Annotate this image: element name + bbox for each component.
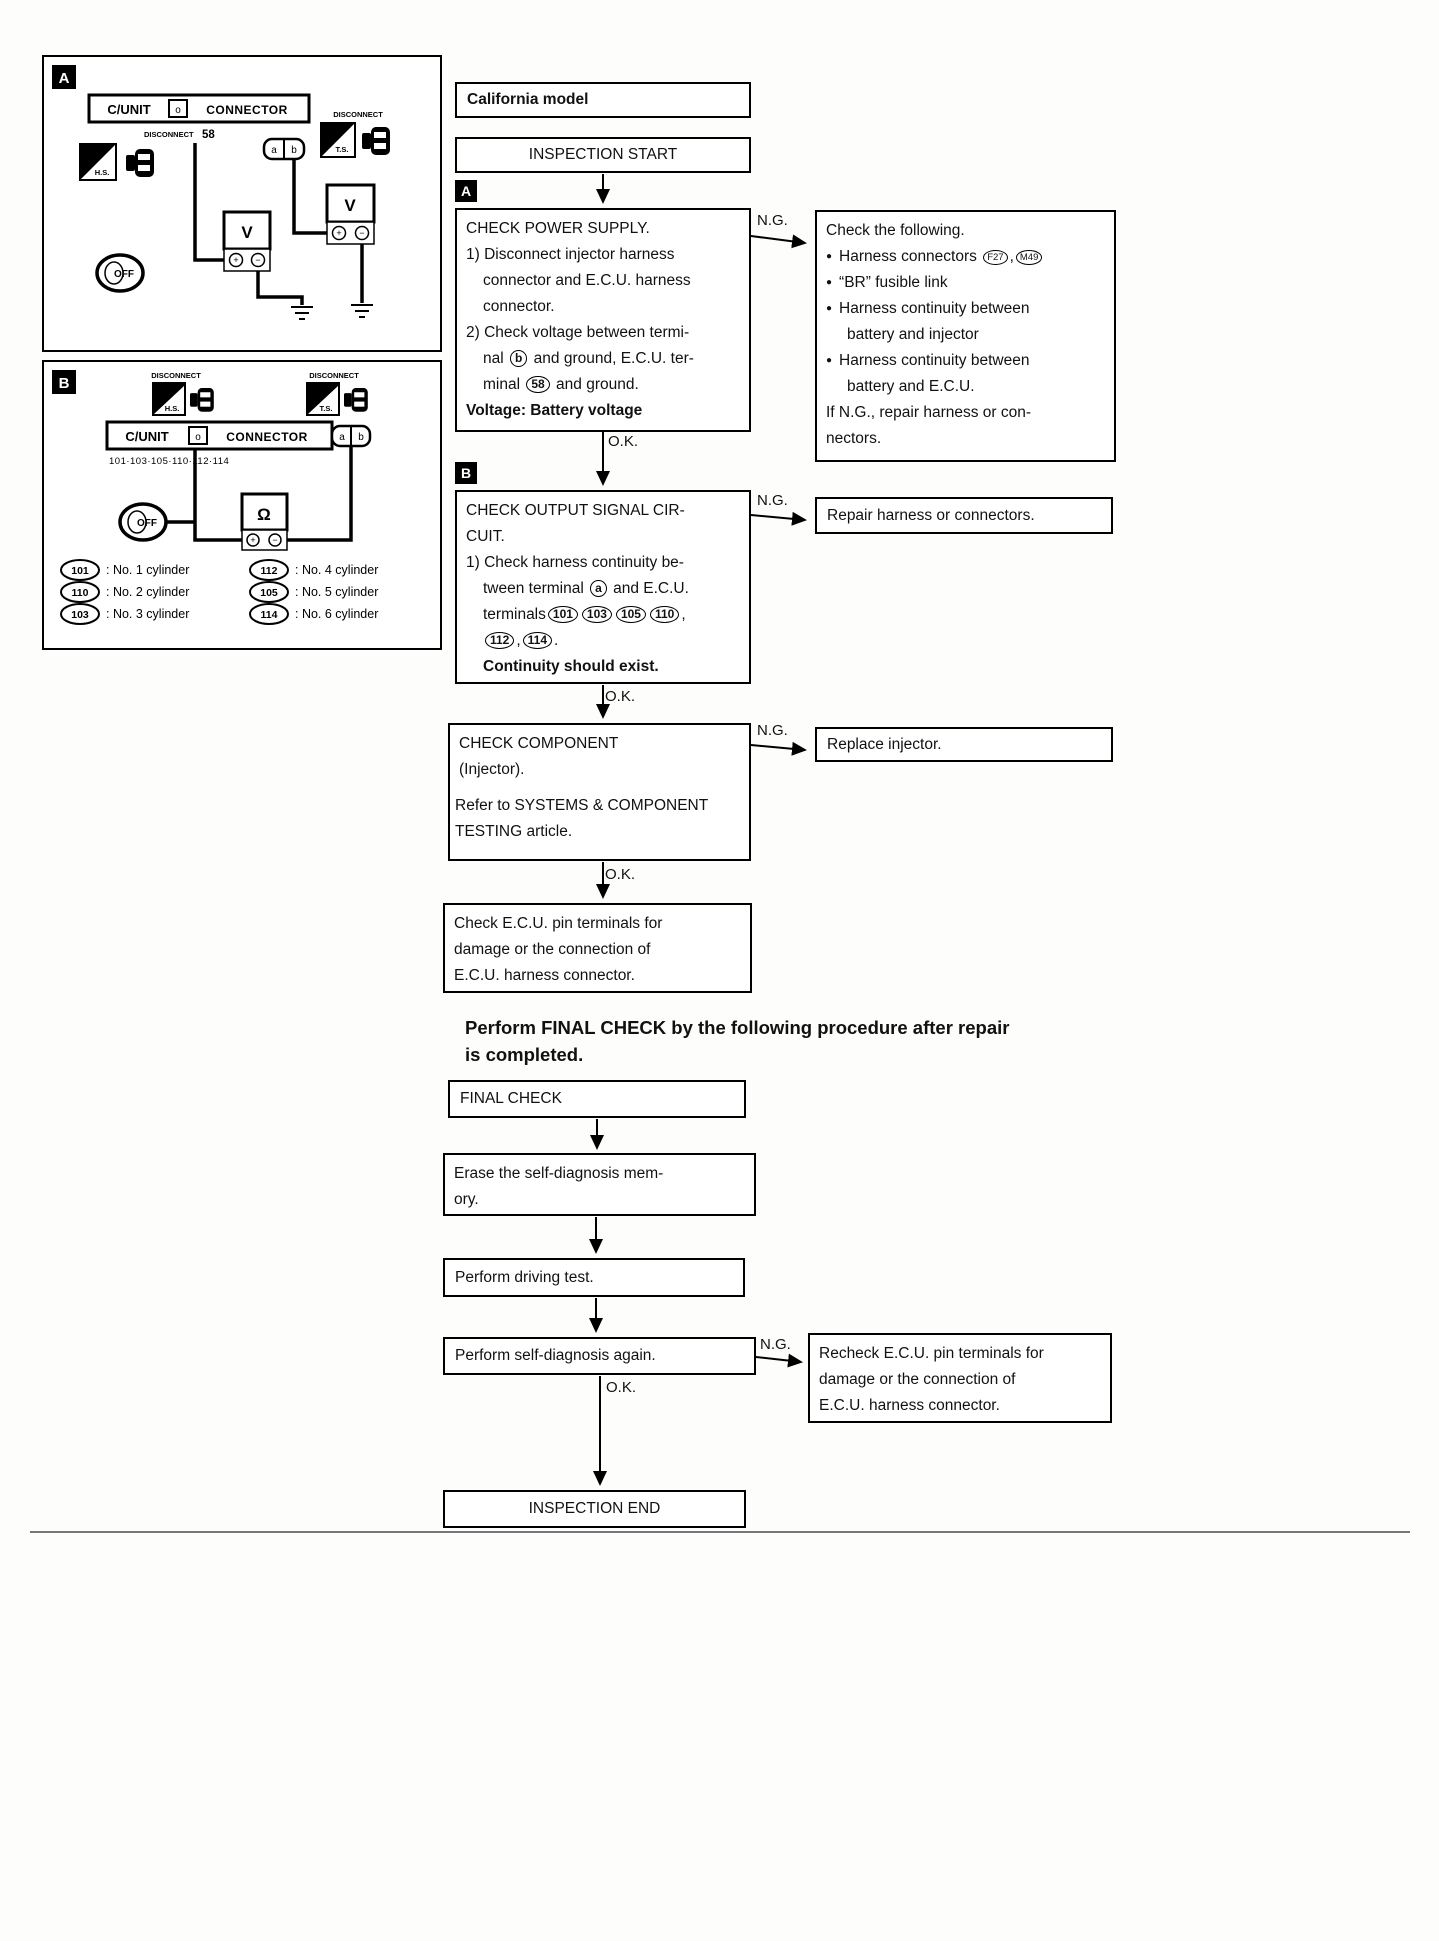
disconnect-label: DISCONNECT (333, 110, 383, 119)
svg-text:C/UNIT: C/UNIT (107, 102, 151, 117)
text-line: Check E.C.U. pin terminals for (454, 915, 663, 932)
terminal-103-pill: 103 (582, 606, 612, 623)
inspection-end-label: INSPECTION END (528, 1500, 661, 1517)
voltmeter-right (327, 185, 374, 244)
svg-text:: No. 5 cylinder: : No. 5 cylinder (295, 585, 379, 599)
california-model-label: California model (467, 91, 589, 108)
svg-text:+: + (233, 255, 239, 265)
box-erase-memory (443, 1153, 756, 1216)
text-line: E.C.U. harness connector. (819, 1397, 1000, 1414)
text-line: terminals 101 103 105 110 , (483, 606, 686, 623)
box-self-diagnosis (443, 1337, 756, 1375)
text-line: ory. (454, 1191, 479, 1208)
svg-text:103: 103 (71, 609, 89, 621)
replace-injector-label: Replace injector. (827, 735, 942, 753)
ok-label: O.K. (605, 866, 636, 883)
ng-label: N.G. (760, 1336, 791, 1353)
figure-a-tag (52, 65, 76, 89)
text-line: Perform FINAL CHECK by the following procedure after repair (465, 1017, 1010, 1038)
final-check-heading (465, 1014, 1155, 1068)
figure-b (42, 360, 442, 650)
text-line: ● “BR” fusible link (826, 270, 1105, 296)
text-line: 1) Check harness continuity be- (466, 554, 684, 571)
repair-harness-label: Repair harness or connectors. (827, 506, 1035, 524)
text-line: nal b and ground, E.C.U. ter- (483, 350, 694, 367)
text-line: nectors. (826, 430, 882, 447)
svg-text:H.S.: H.S. (164, 404, 180, 413)
terminal-58-label: 58 (202, 129, 215, 141)
injector-off-connector-icon (97, 255, 143, 291)
connector-plug-icon (362, 127, 390, 155)
hs-disconnect-icon (152, 382, 186, 416)
wire-ab-to-ohmmeter (281, 446, 351, 540)
text-line: damage or the connection of (454, 941, 651, 958)
arrow-output-ng (751, 515, 805, 520)
text-line: CHECK POWER SUPPLY. (466, 220, 650, 237)
connector-plug-icon (126, 149, 154, 177)
ab-terminal-connector (332, 426, 370, 446)
text-line: Continuity should exist. (483, 658, 659, 675)
text-line: Recheck E.C.U. pin terminals for (819, 1345, 1044, 1362)
text-line: battery and injector (847, 326, 979, 343)
box-check-power-supply (455, 208, 751, 432)
ng-label: N.G. (757, 212, 788, 229)
text-line: ● Harness connectors F27 , M49 (826, 244, 1105, 270)
text-line: minal 58 and ground. (483, 376, 639, 393)
step-tag-a: A (455, 180, 477, 202)
text-line: CHECK COMPONENT (459, 735, 619, 752)
figure-b-tag-letter: B (58, 375, 70, 392)
connector-m49-pill: M49 (1016, 250, 1042, 265)
text-line: If N.G., repair harness or con- (826, 404, 1032, 421)
ts-disconnect-icon (306, 382, 340, 416)
terminal-b-pill: b (510, 350, 527, 367)
figure-a-diagram (44, 57, 439, 349)
figure-a-tag-letter: A (58, 70, 70, 87)
svg-text:−: − (255, 255, 261, 265)
cylinder-legend (61, 560, 378, 624)
box-driving-test (443, 1258, 745, 1297)
svg-text:105: 105 (260, 587, 278, 599)
ab-terminal-connector (264, 139, 304, 159)
ground-icon (291, 307, 313, 319)
text-line: ● Harness continuity between (826, 296, 1105, 322)
svg-text:: No. 4 cylinder: : No. 4 cylinder (295, 563, 379, 577)
box-check-component (448, 723, 751, 861)
terminal-a-pill: a (590, 580, 607, 597)
svg-text:V: V (344, 196, 356, 215)
box-check-output-signal (455, 490, 751, 684)
svg-text:−: − (272, 535, 278, 545)
svg-text:OFF: OFF (114, 269, 134, 280)
ohmmeter (242, 494, 287, 550)
disconnect-label: DISCONNECT (309, 371, 359, 380)
svg-text:+: + (250, 535, 256, 545)
ng-label: N.G. (757, 492, 788, 509)
svg-text:110: 110 (71, 587, 89, 599)
svg-text:CONNECTOR: CONNECTOR (206, 103, 288, 117)
ground-icon (351, 305, 373, 317)
terminal-110-pill: 110 (650, 606, 679, 623)
svg-text:+: + (336, 228, 342, 238)
ng-label: N.G. (757, 722, 788, 739)
arrow-component-ng (751, 745, 805, 750)
text-line: CUIT. (466, 528, 505, 545)
svg-text:: No. 1 cylinder: : No. 1 cylinder (106, 563, 190, 577)
terminal-101-pill: 101 (548, 606, 578, 623)
text-line: Refer to SYSTEMS & COMPONENT (455, 797, 709, 814)
connector-plug-icon (344, 388, 368, 412)
text-line: is completed. (465, 1044, 584, 1065)
box-final-check (448, 1080, 746, 1118)
final-check-label: FINAL CHECK (460, 1090, 562, 1107)
ok-label: O.K. (608, 433, 639, 450)
box-replace-injector (815, 727, 1113, 762)
bottom-rule (30, 1531, 1410, 1533)
arrow-selfdiag-ng (756, 1357, 801, 1362)
wire-to-ground-left (258, 267, 302, 305)
svg-text:: No. 3 cylinder: : No. 3 cylinder (106, 607, 190, 621)
injector-off-connector-icon (120, 504, 166, 540)
ts-disconnect-icon (320, 122, 356, 158)
text-line: tween terminal a and E.C.U. (483, 580, 689, 597)
svg-text:OFF: OFF (137, 518, 157, 529)
terminal-114-pill: 114 (523, 632, 552, 649)
box-check-ecu-pins (443, 903, 752, 993)
svg-text:114: 114 (260, 609, 278, 621)
svg-text:: No. 6 cylinder: : No. 6 cylinder (295, 607, 379, 621)
box-inspection-end (443, 1490, 746, 1528)
text-line: Voltage: Battery voltage (466, 402, 643, 419)
text-line: CHECK OUTPUT SIGNAL CIR- (466, 502, 685, 519)
box-inspection-start (455, 137, 751, 173)
text-line: 1) Disconnect injector harness (466, 246, 675, 263)
box-check-the-following (815, 210, 1116, 462)
text-line: Erase the self-diagnosis mem- (454, 1165, 664, 1182)
text-line: TESTING article. (455, 823, 573, 840)
ok-label: O.K. (605, 688, 636, 705)
svg-text:o: o (195, 432, 201, 443)
svg-text:T.S.: T.S. (319, 404, 333, 413)
inspection-start-label: INSPECTION START (528, 146, 678, 163)
disconnect-label: DISCONNECT (144, 130, 194, 139)
svg-text:C/UNIT: C/UNIT (125, 429, 169, 444)
cunit-connector-header-a (89, 95, 309, 122)
svg-text:112: 112 (260, 565, 278, 577)
box-recheck-ecu-pins (808, 1333, 1112, 1423)
connector-f27-pill: F27 (983, 250, 1007, 265)
cunit-connector-header-b (107, 422, 332, 449)
svg-text:−: − (359, 228, 365, 238)
svg-text:101: 101 (71, 565, 89, 577)
text-line: damage or the connection of (819, 1371, 1016, 1388)
ok-label: O.K. (606, 1379, 637, 1396)
terminal-58-pill: 58 (526, 376, 549, 393)
arrow-power-ng (751, 236, 805, 243)
self-diagnosis-label: Perform self-diagnosis again. (455, 1347, 656, 1364)
svg-text:: No. 2 cylinder: : No. 2 cylinder (106, 585, 190, 599)
hs-disconnect-icon (79, 143, 117, 181)
text-line: (Injector). (459, 761, 525, 778)
figure-b-diagram (44, 362, 439, 647)
text-line: 112 , 114 . (466, 628, 740, 654)
connector-plug-icon (190, 388, 214, 412)
driving-test-label: Perform driving test. (455, 1268, 594, 1286)
terminal-numbers-label: 101·103·105·110·112·114 (109, 456, 230, 467)
figure-a (42, 55, 442, 352)
svg-text:a: a (339, 432, 345, 443)
text-line: connector. (483, 298, 555, 315)
text-line: ● Harness continuity between (826, 348, 1105, 374)
text-line: connector and E.C.U. harness (483, 272, 691, 289)
svg-text:T.S.: T.S. (335, 145, 349, 154)
svg-text:o: o (175, 105, 181, 116)
svg-text:b: b (358, 432, 364, 443)
svg-text:Ω: Ω (257, 505, 271, 524)
svg-text:V: V (241, 223, 253, 242)
svg-text:CONNECTOR: CONNECTOR (226, 430, 308, 444)
svg-text:H.S.: H.S. (94, 168, 110, 177)
text-line: 2) Check voltage between termi- (466, 324, 690, 341)
svg-text:b: b (291, 145, 297, 156)
box-california-model (455, 82, 751, 118)
terminal-112-pill: 112 (485, 632, 514, 649)
box-repair-harness (815, 497, 1113, 534)
terminal-105-pill: 105 (616, 606, 646, 623)
step-tag-b: B (455, 462, 477, 484)
figure-b-tag (52, 370, 76, 394)
disconnect-label: DISCONNECT (151, 371, 201, 380)
svg-text:a: a (271, 145, 277, 156)
text-line: E.C.U. harness connector. (454, 967, 635, 984)
text-line: battery and E.C.U. (847, 378, 975, 395)
text-line: Check the following. (826, 222, 965, 239)
voltmeter-left (224, 212, 270, 271)
